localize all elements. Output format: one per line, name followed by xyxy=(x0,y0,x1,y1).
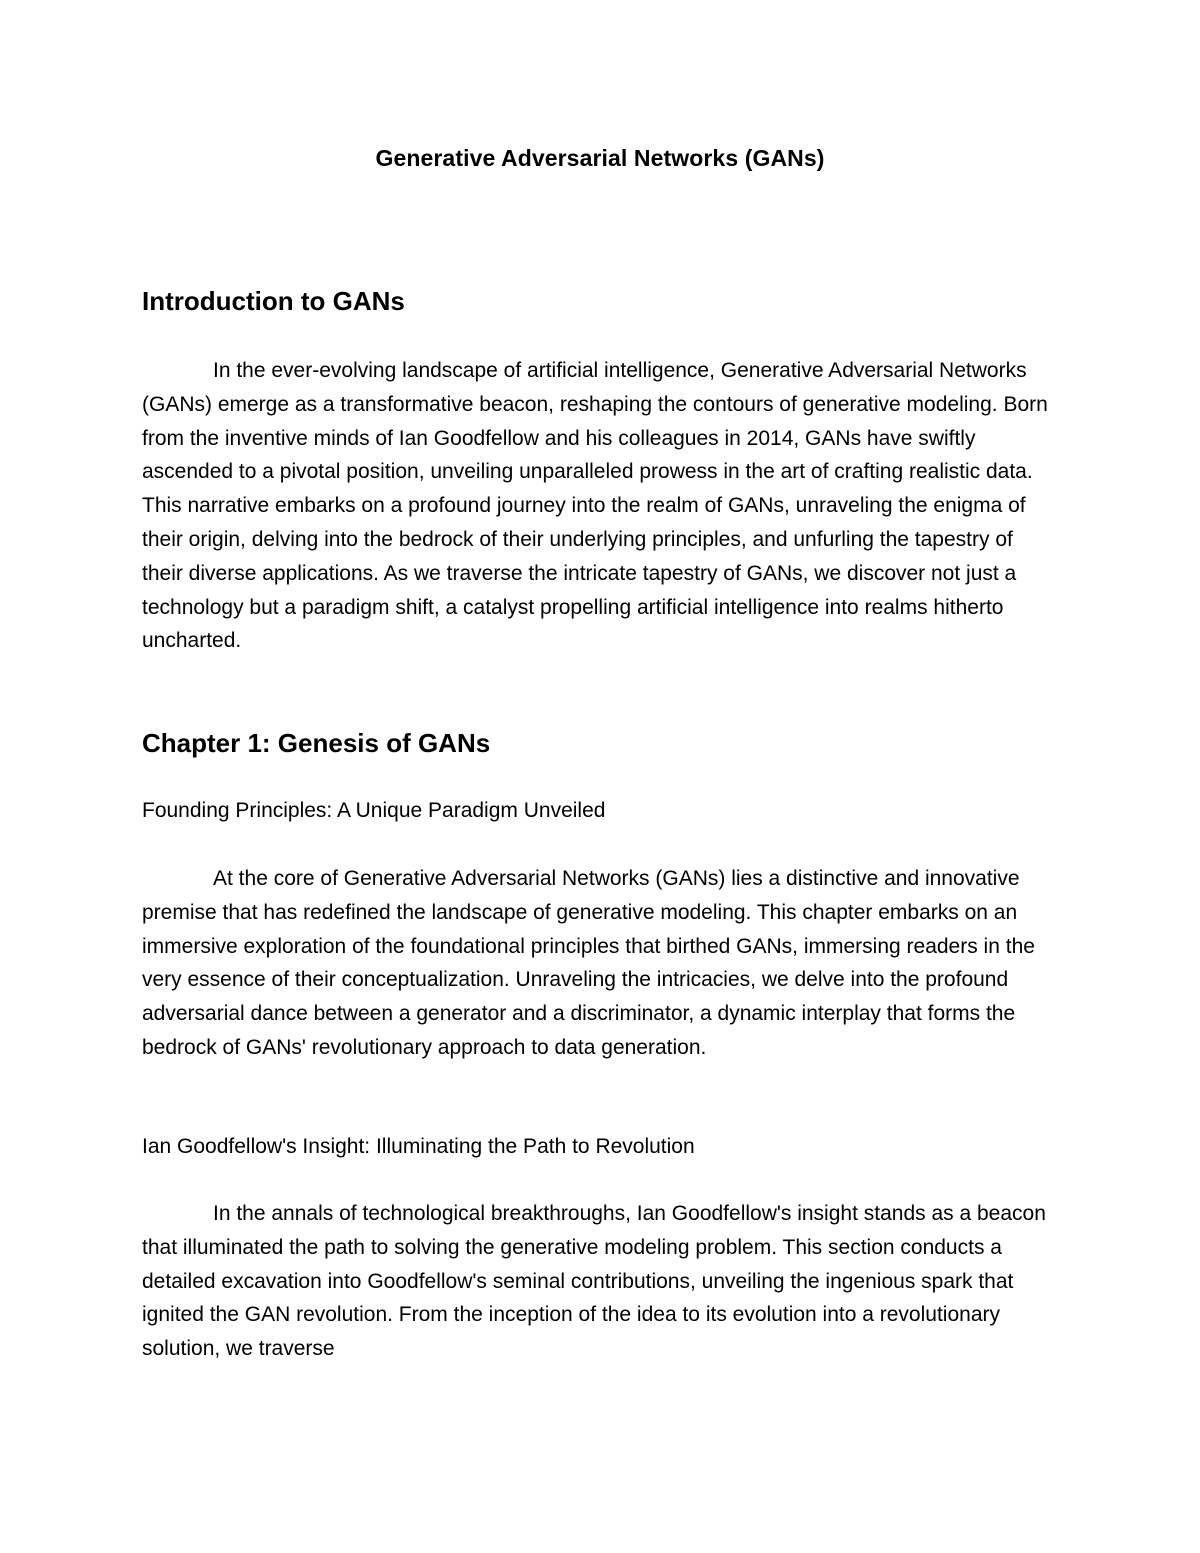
document-title: Generative Adversarial Networks (GANs) xyxy=(375,145,825,171)
subsection-heading-founding-principles: Founding Principles: A Unique Paradigm Unveiled xyxy=(142,799,606,822)
founding-principles-paragraph: At the core of Generative Adversarial Networks (GANs) lies a distinctive and innovative premise that has redefined the landscape of generative modeling. This chapter embarks on an immersive exploration of the foundational principles that birthed GANs, immersing readers in the very essence of their conceptualization. Unraveling the intricacies, we delve into the profound adversarial dance between a generator and a discriminator, a dynamic interplay that forms the bedrock of GANs' revolutionary approach to data generation. xyxy=(142,867,1035,1059)
introduction-paragraph: In the ever-evolving landscape of artificial intelligence, Generative Adversarial Networks (GANs) emerge as a transformative beacon, reshaping the contours of generative modeling. Born from the inventive minds of Ian Goodfellow and his colleagues in 2014, GANs have swiftly ascended to a pivotal position, unveiling unparalleled prowess in the art of crafting realistic data. This narrative embarks on a profound journey into the realm of GANs, unraveling the enigma of their origin, delving into the bedrock of their underlying principles, and unfurling the tapestry of their diverse applications. As we traverse the intricate tapestry of GANs, we discover not just a technology but a paradigm shift, a catalyst propelling artificial intelligence into realms hitherto uncharted. xyxy=(142,359,1048,653)
section-heading-introduction: Introduction to GANs xyxy=(142,286,405,316)
section-heading-chapter-1: Chapter 1: Genesis of GANs xyxy=(142,728,491,758)
subsection-heading-goodfellow-insight: Ian Goodfellow's Insight: Illuminating the Path to Revolution xyxy=(142,1135,695,1158)
goodfellow-insight-paragraph: In the annals of technological breakthroughs, Ian Goodfellow's insight stands as a beacon that illuminated the path to solving the generative modeling problem. This section conducts a detailed excavation into Goodfellow's seminal contributions, unveiling the ingenious spark that ignited the GAN revolution. From the inception of the idea to its evolution into a revolutionary solution, we traverse xyxy=(142,1202,1046,1361)
